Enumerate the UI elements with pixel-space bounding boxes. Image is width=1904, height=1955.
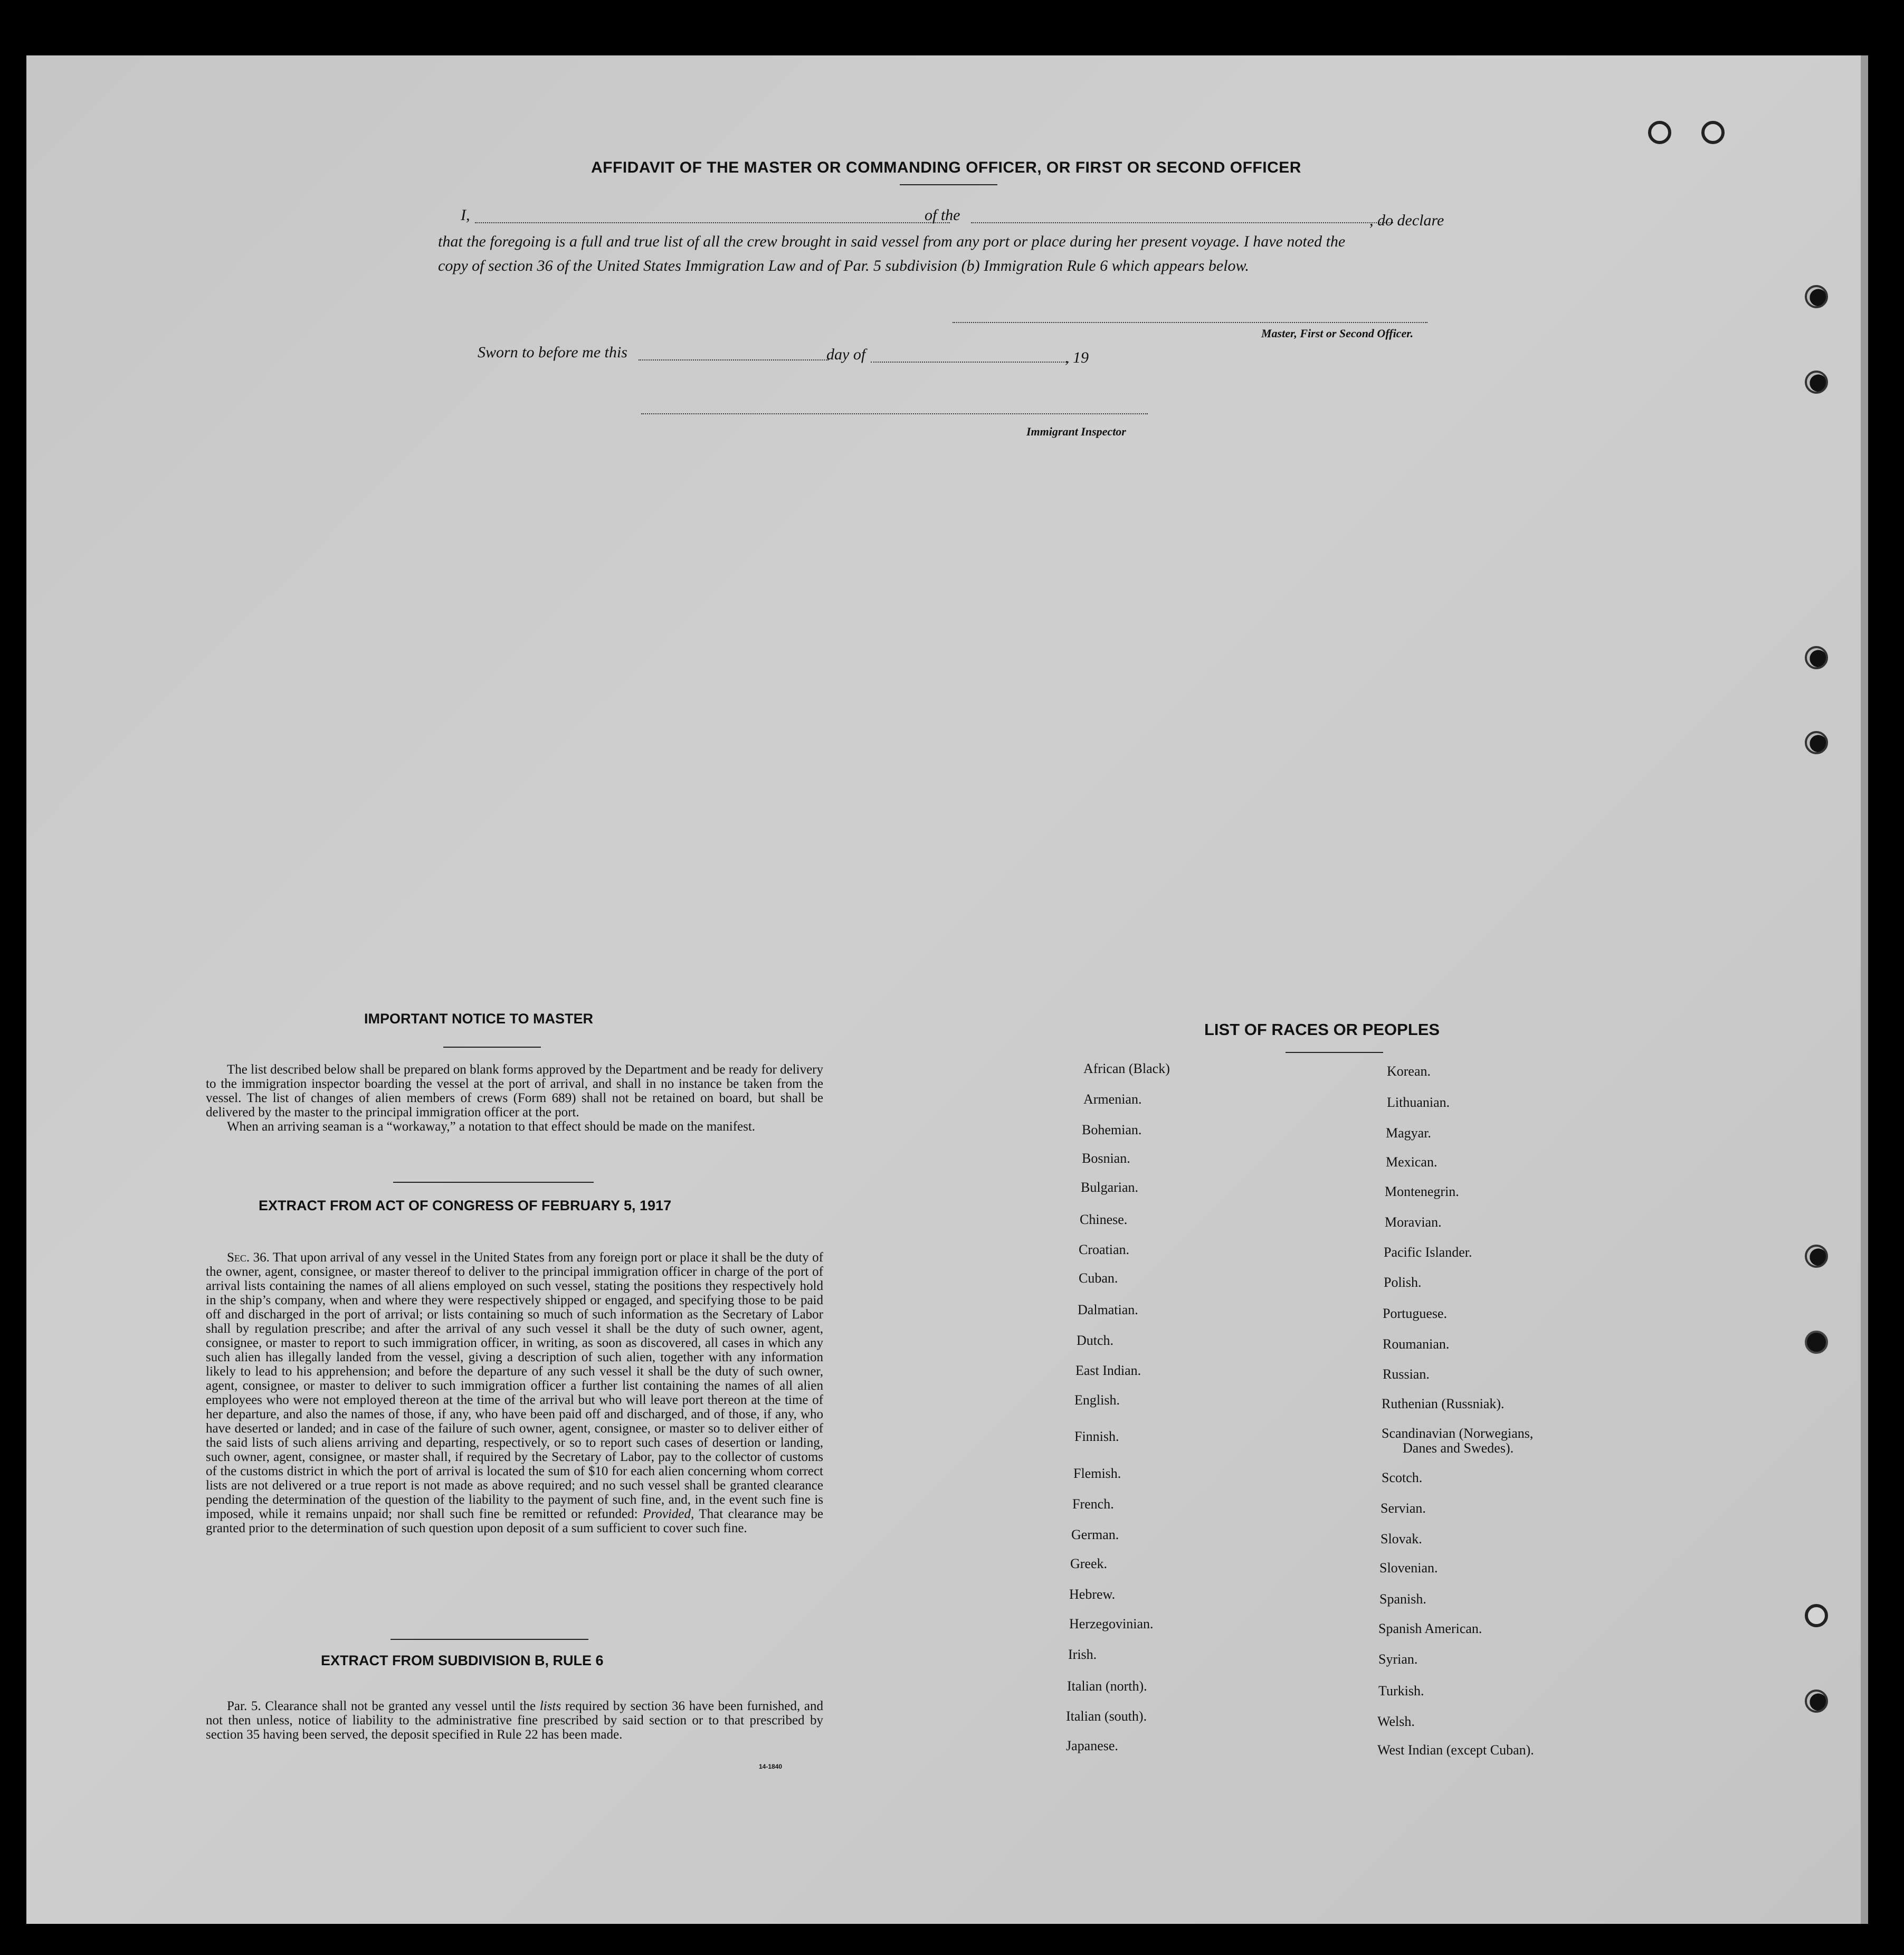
binder-hole	[1805, 285, 1828, 308]
race-item: West Indian (except Cuban).	[1377, 1742, 1534, 1758]
sworn-year-label: , 19	[1065, 349, 1089, 366]
section-36-text-end: That clearance may be granted prior to the determination of such question upon deposit of a sum sufficient to cover such fine.	[206, 1507, 824, 1535]
race-item: Turkish.	[1378, 1683, 1424, 1698]
race-item: Pacific Islander.	[1384, 1245, 1472, 1260]
races-underline	[1286, 1052, 1383, 1053]
affidavit-of-the-label: of the	[925, 206, 960, 224]
provided-word: Provided,	[643, 1507, 694, 1521]
master-signature-caption: Master, First or Second Officer.	[1261, 327, 1414, 340]
inspector-caption: Immigrant Inspector	[1026, 425, 1126, 438]
race-item: German.	[1071, 1527, 1119, 1542]
sworn-month-blank[interactable]	[871, 362, 1069, 363]
race-item: Slovenian.	[1379, 1560, 1438, 1576]
binder-hole	[1648, 121, 1671, 144]
sworn-label: Sworn to before me this	[478, 344, 627, 361]
race-item: Scotch.	[1382, 1470, 1423, 1485]
section-36-text: That upon arrival of any vessel in the United States from any foreign port or place it shall be the duty of the owner, agent, consignee, or master thereof to deliver to the principal immigration officer in charge of the port of arrival lists containing the names of all aliens employed on such vessel, stating the positions they respectively hold in the ship’s company, when and where they were respectively shipped or engaged, and specifying those to be paid off and discharged in the port of arrival; or lists containing so much of such information as the Secretary of Labor shall by regulation prescribe; and after the arrival of any such vessel it shall be the duty of such owner, agent, consignee, or master to report to such immigration officer, in writing, as soon as discovered, all cases in which any such alien has illegally landed from the vessel, giving a description of such alien, together with any information likely to lead to his apprehension; and before the departure of any such vessel it shall be the duty of such owner, agent, consignee, or master to deliver to such immigration officer a further list containing the names of all alien employees who were not employed thereon at the time of the arrival but who will leave port thereon at the time of her departure, and also the names of those, if any, who have been paid off and discharged, and of those, if any, who have deserted or landed; and in case of the failure of such owner, agent, consignee, or master so to deliver either of the said lists of such aliens arriving and departing, respectively, or so to report such cases of desertion or landing, such owner, agent, consignee, or master shall, if required by the Secretary of Labor, pay to the collector of customs of the customs district in which the port of arrival is located the sum of $10 for each alien concerning whom correct lists are not delivered or a true report is not made as above required; and no such vessel shall be granted clearance pending the determination of the question of the liability to the payment of such fine, and, in the event such fine is imposed, while it remains unpaid; nor shall such fine be remitted or refunded:	[206, 1250, 823, 1521]
race-item: Armenian.	[1083, 1092, 1142, 1107]
race-item: Bulgarian.	[1081, 1180, 1139, 1195]
section-divider	[393, 1182, 594, 1183]
race-item: Mexican.	[1386, 1154, 1437, 1170]
manifest-sheet	[26, 55, 1868, 1924]
race-item: Scandinavian (Norwegians,	[1382, 1426, 1534, 1441]
notice-underline	[443, 1047, 541, 1048]
race-item: Russian.	[1383, 1366, 1430, 1382]
affidavit-line3: copy of section 36 of the United States Immigration Law and of Par. 5 subdivision (b) Immigration Rule 6 which appears below.	[438, 257, 1249, 274]
race-item: Ruthenian (Russniak).	[1382, 1396, 1505, 1411]
title-underline	[900, 184, 997, 185]
vessel-blank[interactable]	[971, 222, 1393, 223]
race-item: Japanese.	[1066, 1738, 1118, 1753]
inspector-signature-line[interactable]	[641, 413, 1148, 414]
rule-extract-body	[206, 1699, 823, 1742]
binder-hole	[1805, 1604, 1828, 1627]
notice-paragraph-1: The list described below shall be prepared on blank forms approved by the Department and be ready for delivery to the immigration inspector boarding the vessel at the port of arrival, and shall in no instance be taken from the vessel. The list of changes of alien members of crews (Form 689) shall not be retained on board, but shall be delivered by the master to the principal immigration officer at the port.	[206, 1062, 823, 1119]
section-divider	[391, 1639, 588, 1640]
race-item: Dutch.	[1077, 1333, 1114, 1348]
race-item: African (Black)	[1083, 1061, 1170, 1076]
race-item: English.	[1074, 1392, 1120, 1408]
races-title: LIST OF RACES OR PEOPLES	[1204, 1020, 1440, 1039]
race-item: Greek.	[1070, 1556, 1108, 1571]
race-item: Magyar.	[1386, 1125, 1431, 1141]
race-item: Bohemian.	[1082, 1122, 1142, 1137]
binder-hole	[1805, 1690, 1828, 1713]
rule-extract-title: EXTRACT FROM SUBDIVISION B, RULE 6	[321, 1653, 604, 1668]
race-item: Hebrew.	[1069, 1587, 1116, 1602]
race-item: Spanish.	[1379, 1591, 1426, 1607]
section-label: Sec. 36.	[227, 1250, 270, 1265]
rule-text-start: Par. 5. Clearance shall not be granted any vessel until the	[227, 1699, 536, 1713]
race-item: Korean.	[1387, 1064, 1431, 1079]
race-item: Dalmatian.	[1078, 1302, 1138, 1317]
affidavit-declare-label: , do declare	[1369, 212, 1444, 229]
sworn-day-of-label: day of	[826, 346, 866, 363]
race-item: Syrian.	[1378, 1652, 1418, 1667]
race-item: French.	[1072, 1496, 1114, 1512]
sworn-day-blank[interactable]	[639, 359, 829, 360]
race-item: Irish.	[1068, 1647, 1097, 1662]
binder-hole	[1701, 121, 1725, 144]
notice-paragraph-2: When an arriving seaman is a “workaway,” a notation to that effect should be made on the manifest.	[227, 1119, 756, 1134]
binder-hole	[1805, 731, 1828, 754]
affidavit-title: AFFIDAVIT OF THE MASTER OR COMMANDING OFFICER, OR FIRST OR SECOND OFFICER	[591, 159, 1301, 176]
race-item: Lithuanian.	[1387, 1095, 1450, 1110]
race-item: Danes and Swedes).	[1403, 1440, 1514, 1456]
affidavit-i-label: I,	[461, 206, 470, 224]
act-extract-title: EXTRACT FROM ACT OF CONGRESS OF FEBRUARY 5, 1917	[259, 1198, 672, 1213]
race-item: Slovak.	[1381, 1531, 1422, 1546]
race-item: Montenegrin.	[1385, 1184, 1459, 1199]
race-item: Chinese.	[1080, 1212, 1128, 1227]
race-item: East Indian.	[1075, 1363, 1141, 1378]
binder-hole	[1805, 646, 1828, 669]
notice-title: IMPORTANT NOTICE TO MASTER	[364, 1011, 593, 1027]
rule-text-end: required by section 36 have been furnished, and not then unless, notice of liability to the administrative fine prescribed by said section or to that prescribed by section 35 having been served, the deposit specified in Rule 22 has been made.	[206, 1699, 824, 1742]
race-item: Roumanian.	[1383, 1336, 1450, 1352]
race-item: Italian (north).	[1067, 1678, 1147, 1694]
master-signature-line[interactable]	[953, 322, 1427, 323]
act-extract-body	[206, 1250, 823, 1535]
binder-hole	[1805, 371, 1828, 394]
race-item: Croatian.	[1079, 1242, 1130, 1257]
bleed-through-text	[248, 435, 527, 449]
race-item: Finnish.	[1074, 1429, 1119, 1444]
race-item: Cuban.	[1079, 1270, 1118, 1286]
affidavit-line2: that the foregoing is a full and true list of all the crew brought in said vessel from any port or place during her present voyage. I have noted the	[438, 233, 1346, 250]
race-item: Servian.	[1381, 1501, 1426, 1516]
race-item: Polish.	[1384, 1275, 1422, 1290]
race-item: Welsh.	[1377, 1714, 1415, 1729]
lists-word: lists	[539, 1699, 561, 1713]
name-blank[interactable]	[475, 222, 950, 223]
race-item: Spanish American.	[1378, 1621, 1482, 1636]
notice-body	[206, 1062, 823, 1134]
race-item: Bosnian.	[1082, 1151, 1130, 1166]
race-item: Portuguese.	[1383, 1306, 1448, 1321]
form-number: 14-1840	[759, 1763, 783, 1770]
race-item: Flemish.	[1073, 1466, 1121, 1481]
race-item: Moravian.	[1385, 1214, 1442, 1230]
binder-hole	[1805, 1331, 1828, 1354]
race-item: Italian (south).	[1066, 1709, 1147, 1724]
binder-hole	[1805, 1245, 1828, 1268]
race-item: Herzegovinian.	[1069, 1616, 1154, 1631]
